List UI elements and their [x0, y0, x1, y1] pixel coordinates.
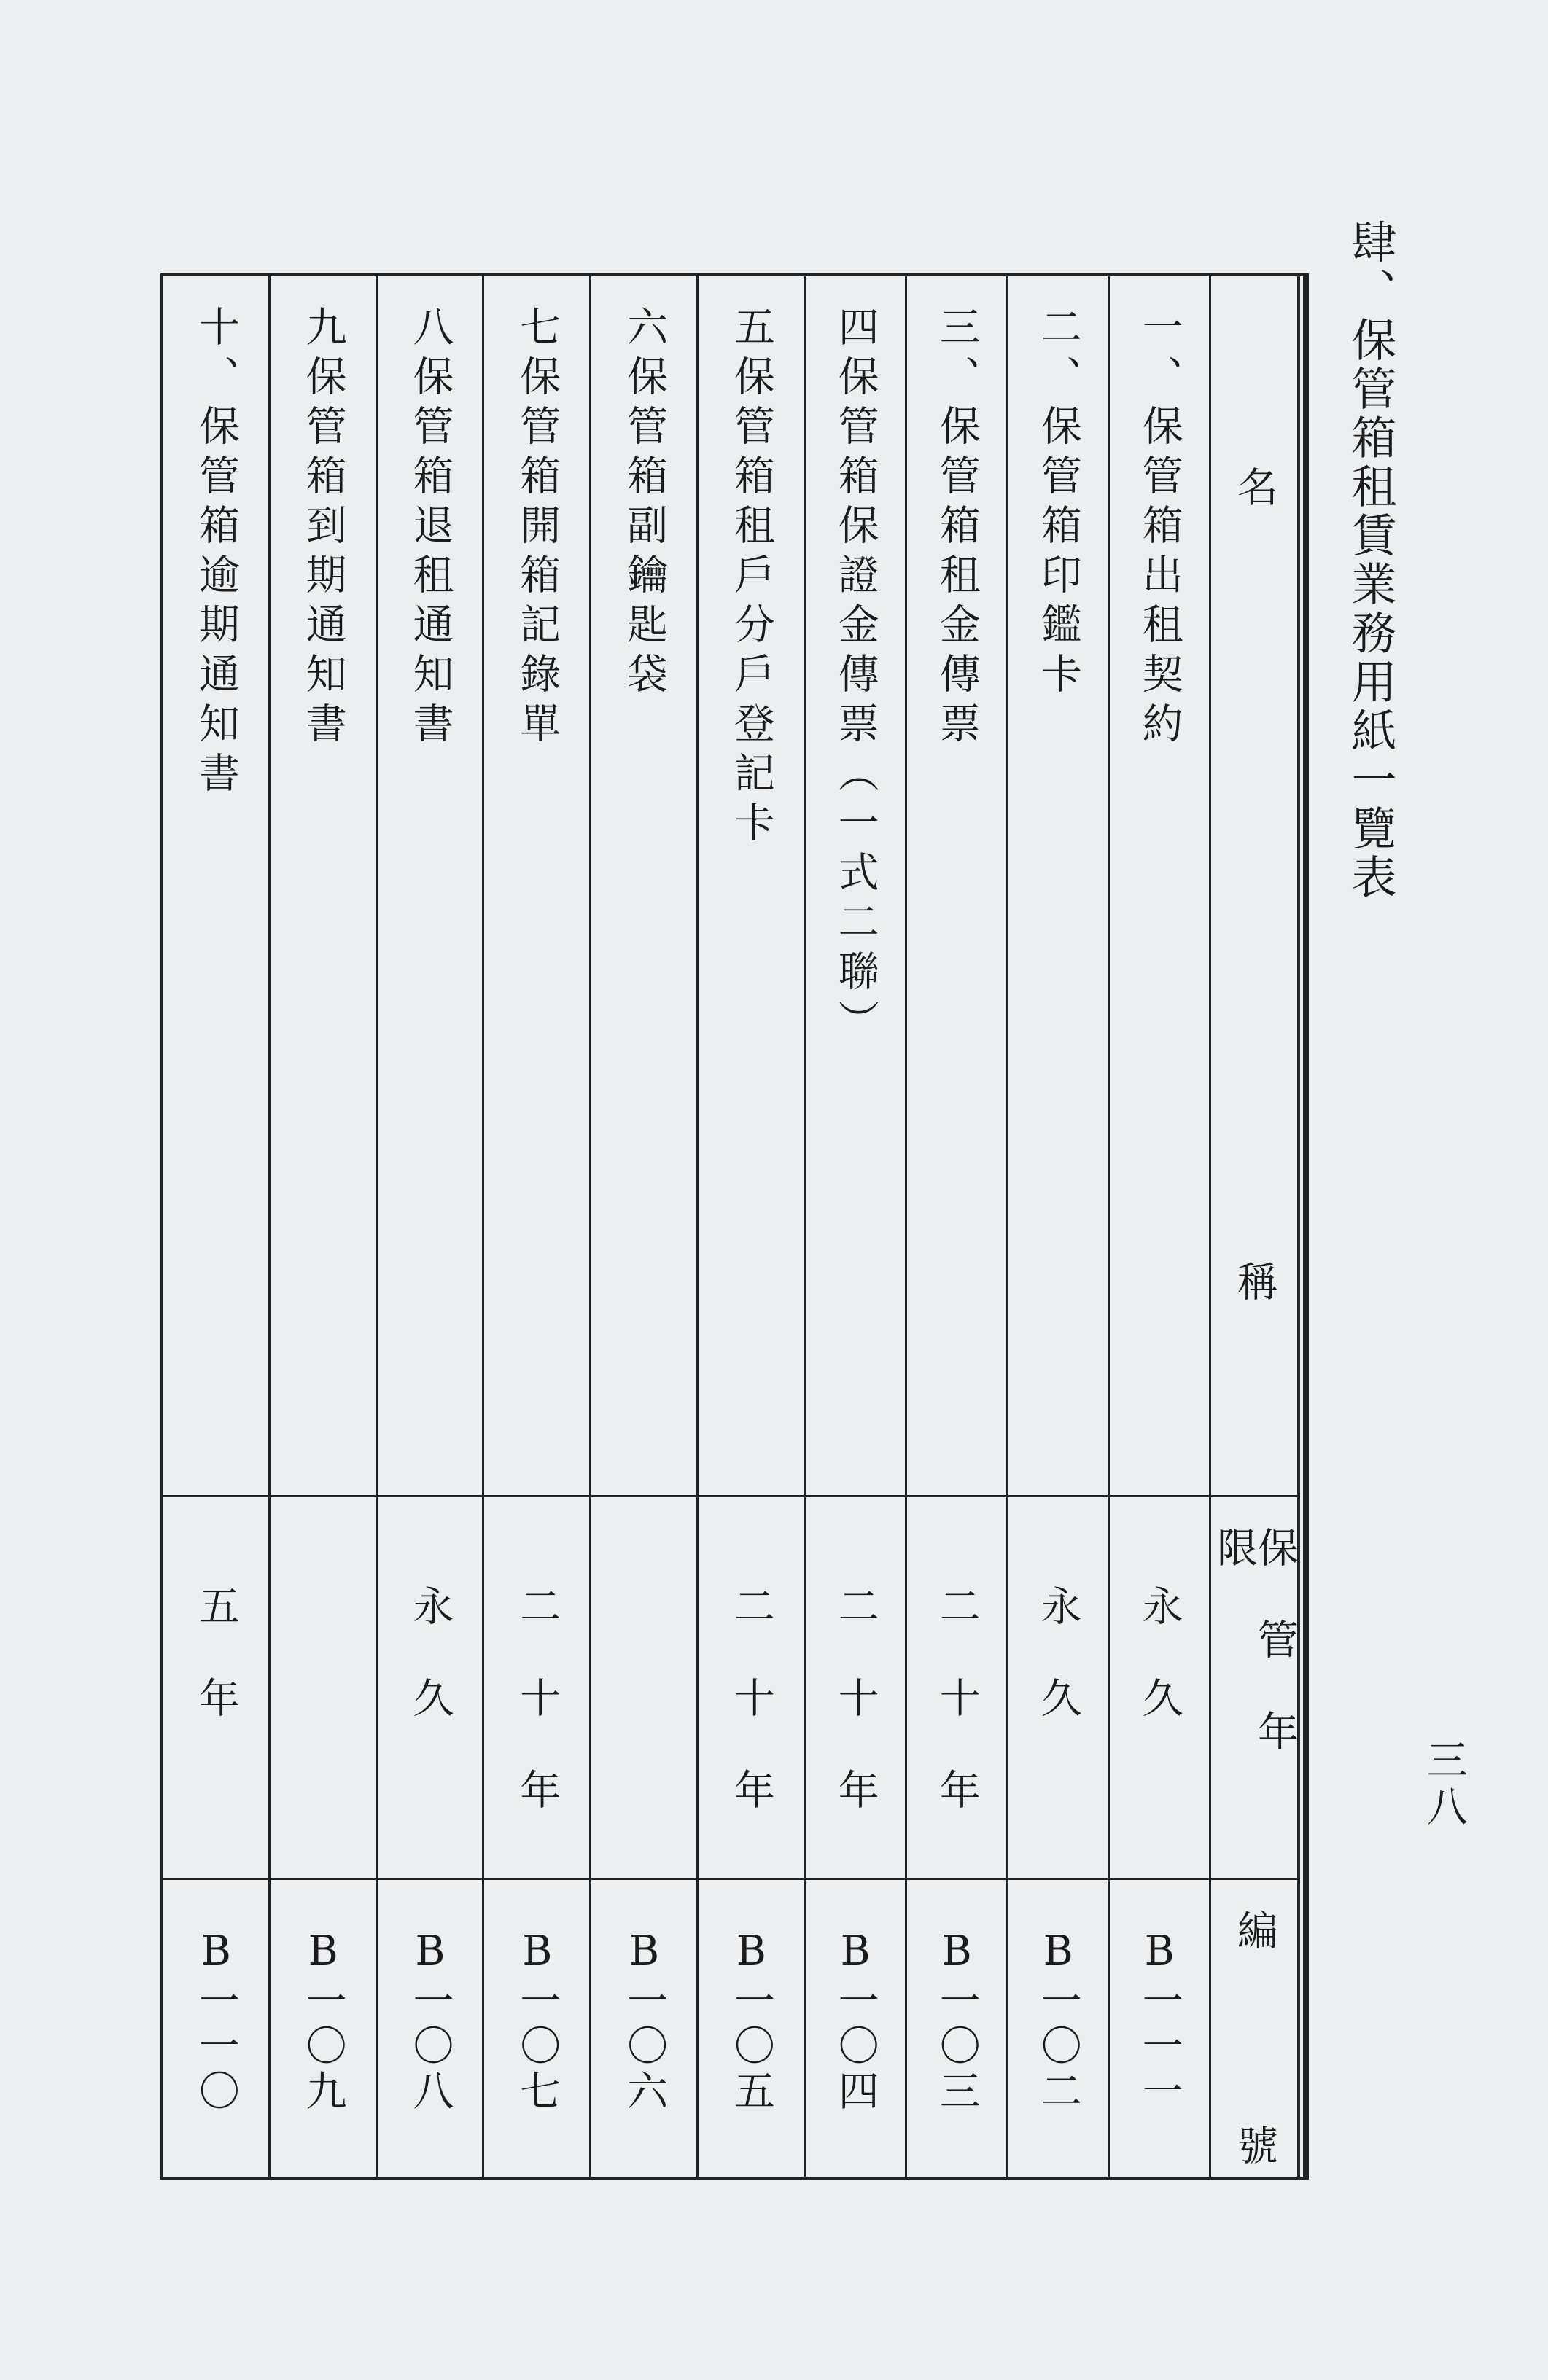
code-cell: [699, 1880, 804, 2177]
form-name-cell: [163, 276, 268, 1497]
table-row: [484, 276, 591, 2177]
forms-table: [160, 273, 1309, 2180]
retention-cell: [1008, 1497, 1108, 1880]
retention-period: 二十年: [513, 1585, 561, 1860]
form-name-cell: [907, 276, 1006, 1497]
page-title: 肆、保管箱租賃業務用紙一覽表: [1344, 219, 1397, 902]
table-row: [591, 276, 699, 2177]
code-cell: [378, 1880, 483, 2177]
form-name: 六保管箱副鑰匙袋: [621, 305, 669, 702]
form-name: 五保管箱租戶分戶登記卡: [727, 305, 775, 851]
code-cell: [907, 1880, 1006, 2177]
form-name-cell: [699, 276, 804, 1497]
table-row: [699, 276, 806, 2177]
retention-period: 永久: [1135, 1585, 1183, 1768]
header-years-label: 保管年限: [1210, 1526, 1299, 1802]
form-name: 八保管箱退租通知書: [406, 305, 454, 752]
form-code: B一〇三: [933, 1927, 981, 2115]
retention-cell: [484, 1497, 589, 1880]
code-cell: [1008, 1880, 1108, 2177]
retention-cell: [163, 1497, 268, 1880]
retention-cell: [591, 1497, 696, 1880]
code-cell: [163, 1880, 268, 2177]
retention-cell: [806, 1497, 905, 1880]
table-row: [271, 276, 378, 2177]
code-cell: [806, 1880, 905, 2177]
form-name: 二、保管箱印鑑卡: [1034, 305, 1082, 702]
form-name: 十、保管箱逾期通知書: [192, 305, 240, 801]
retention-cell: [378, 1497, 483, 1880]
form-code: B一一一: [1135, 1927, 1183, 2115]
code-cell: [271, 1880, 376, 2177]
form-name: 一、保管箱出租契約: [1135, 305, 1183, 752]
form-code: B一〇四: [831, 1927, 879, 2115]
retention-period: 永久: [1034, 1585, 1082, 1768]
form-name-cell: [591, 276, 696, 1497]
header-name-label-1: 名: [1230, 466, 1278, 515]
retention-period: 二十年: [831, 1585, 879, 1860]
table-row: [1110, 276, 1211, 2177]
code-cell: [591, 1880, 696, 2177]
retention-period: 二十年: [933, 1585, 981, 1860]
header-column: [1211, 276, 1306, 2177]
header-code-cell: [1211, 1880, 1297, 2177]
header-code-label-1: 編: [1230, 1909, 1278, 1954]
form-code: B一〇九: [299, 1927, 347, 2115]
retention-period: 永久: [406, 1585, 454, 1768]
code-cell: [1110, 1880, 1209, 2177]
retention-period: 五年: [192, 1585, 240, 1768]
retention-cell: [699, 1497, 804, 1880]
header-name-cell: [1211, 276, 1297, 1497]
form-code: B一〇五: [727, 1927, 775, 2115]
form-name-cell: [1008, 276, 1108, 1497]
retention-period: 二十年: [727, 1585, 775, 1860]
retention-cell: [271, 1497, 376, 1880]
table-row: [163, 276, 271, 2177]
table-row: [378, 276, 485, 2177]
table-row: [907, 276, 1008, 2177]
code-cell: [484, 1880, 589, 2177]
form-code: B一〇六: [621, 1927, 669, 2115]
form-name-cell: [271, 276, 376, 1497]
form-name-cell: [378, 276, 483, 1497]
retention-cell: [1110, 1497, 1209, 1880]
form-name: 四保管箱保證金傳票（一式二聯）: [831, 305, 879, 1049]
form-name-cell: [484, 276, 589, 1497]
table-row: [1008, 276, 1110, 2177]
form-name: 三、保管箱租金傳票: [933, 305, 981, 752]
form-name: 七保管箱開箱記錄單: [513, 305, 561, 752]
table-row: [806, 276, 907, 2177]
header-code-label-2: 號: [1230, 2124, 1278, 2169]
form-code: B一〇七: [513, 1927, 561, 2115]
page-number: 三八: [1420, 1739, 1468, 1832]
form-code: B一〇八: [406, 1927, 454, 2115]
form-name: 九保管箱到期通知書: [299, 305, 347, 752]
form-name-cell: [806, 276, 905, 1497]
form-name-cell: [1110, 276, 1209, 1497]
form-code: B一一〇: [192, 1927, 240, 2115]
retention-cell: [907, 1497, 1006, 1880]
header-name-label-2: 稱: [1230, 1260, 1278, 1310]
form-code: B一〇二: [1034, 1927, 1082, 2115]
header-years-cell: [1211, 1497, 1297, 1880]
